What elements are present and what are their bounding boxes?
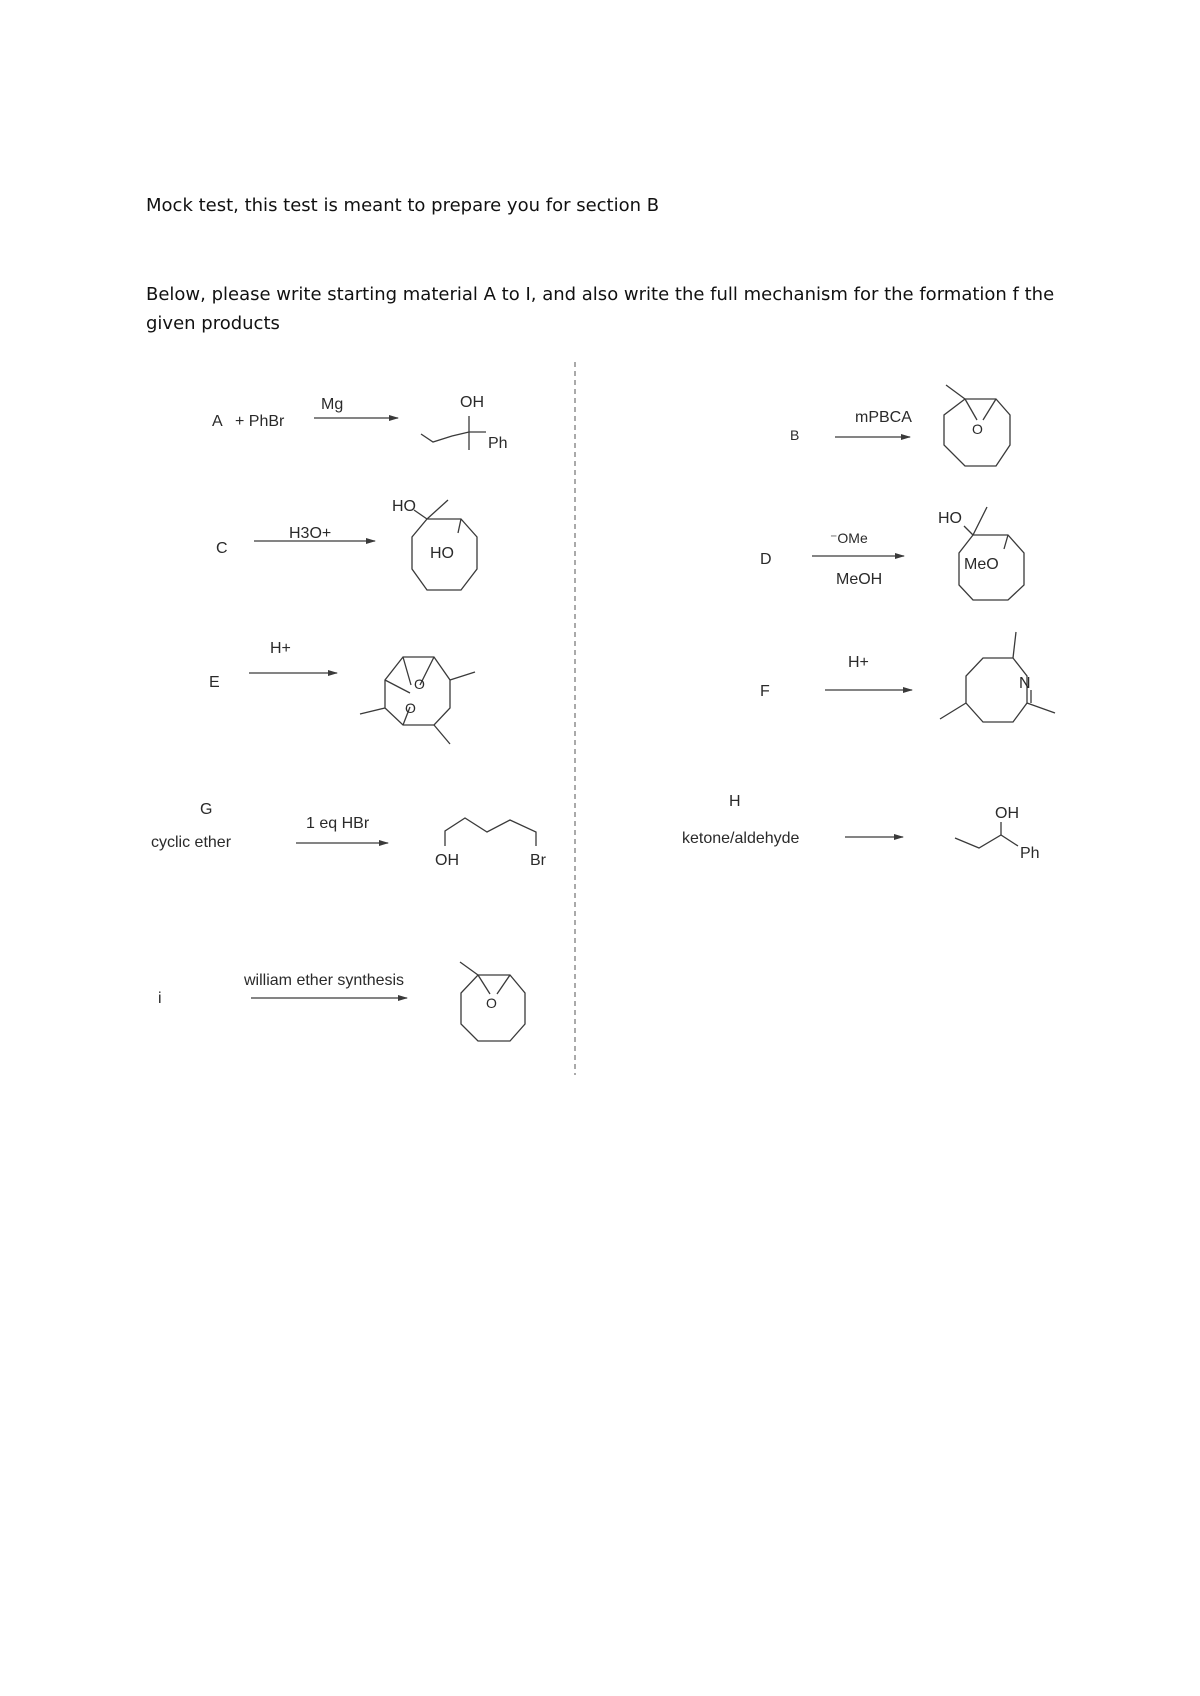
product-f-methyl — [1027, 703, 1055, 713]
product-a-oh: OH — [460, 394, 484, 411]
product-e-methyl — [360, 708, 385, 714]
reagent-ome: ⁻OMe — [830, 530, 868, 546]
label-h-sub: ketone/aldehyde — [682, 830, 800, 847]
product-e-o1: O — [414, 676, 425, 692]
product-d-ho: HO — [938, 510, 962, 527]
product-a-chain — [421, 432, 469, 442]
reaction-i — [158, 962, 525, 1041]
product-b-epoxide-bond — [983, 399, 996, 420]
product-h-oh: OH — [995, 805, 1019, 822]
product-i-epoxide-bond — [497, 975, 510, 994]
label-g-sub: cyclic ether — [151, 834, 232, 851]
reagent-h-plus-f: H+ — [848, 654, 869, 671]
product-f-methyl — [1013, 632, 1016, 658]
product-d-meo: MeO — [964, 556, 999, 573]
reagent-hbr: 1 eq HBr — [306, 815, 370, 832]
reaction-b — [790, 385, 1010, 466]
product-a-ph: Ph — [488, 435, 508, 452]
product-b-epoxide-bond — [965, 399, 977, 420]
product-i-methyl — [460, 962, 478, 975]
reaction-d — [760, 507, 1024, 600]
product-c-ho-ring: HO — [430, 545, 454, 562]
reagent-mg: Mg — [321, 396, 344, 413]
product-d-bond — [1004, 535, 1008, 549]
page-title: Mock test, this test is meant to prepare you for section B — [146, 195, 660, 216]
label-d: D — [760, 551, 772, 568]
product-c-ho-top: HO — [392, 498, 416, 515]
product-f-methyl — [940, 703, 966, 719]
product-b-methyl — [946, 385, 965, 399]
reagent-meoh: MeOH — [836, 571, 883, 588]
product-e-bridge — [403, 657, 411, 685]
reagent-phbr: + PhBr — [235, 413, 285, 430]
label-f: F — [760, 683, 770, 700]
product-e-bridge — [385, 680, 410, 693]
reagent-h-plus-e: H+ — [270, 640, 291, 657]
product-g-oh: OH — [435, 852, 459, 869]
reaction-h — [682, 793, 1040, 862]
product-i-o: O — [486, 995, 497, 1011]
reagent-mpbca: mPBCA — [855, 409, 912, 426]
reaction-g — [151, 801, 547, 869]
reaction-a — [212, 394, 508, 452]
label-i: i — [158, 990, 162, 1007]
reagent-williamson: william ether synthesis — [244, 972, 405, 989]
product-g-br: Br — [530, 852, 546, 869]
product-g-chain — [445, 818, 536, 846]
label-a: A — [212, 413, 223, 430]
product-d-bond — [964, 526, 973, 535]
product-c-methyl — [427, 500, 448, 519]
reaction-f — [760, 632, 1055, 722]
reaction-c — [216, 498, 477, 590]
product-e-methyl — [434, 725, 450, 744]
product-d-methyl — [973, 507, 987, 535]
product-i-epoxide-bond — [478, 975, 490, 994]
product-e-o2: O — [405, 700, 416, 716]
product-f-ring — [966, 658, 1027, 722]
product-h-chain — [955, 835, 1018, 848]
product-h-ph: Ph — [1020, 845, 1040, 862]
product-c-bond — [458, 519, 461, 533]
label-b: B — [790, 427, 800, 443]
reaction-e — [209, 640, 475, 744]
product-f-n: N — [1019, 675, 1031, 692]
label-c: C — [216, 540, 228, 557]
label-g: G — [200, 801, 213, 818]
label-e: E — [209, 674, 220, 691]
product-b-o: O — [972, 421, 983, 437]
reagent-h3o: H3O+ — [289, 525, 332, 542]
product-e-methyl — [450, 672, 475, 680]
instructions-text: Below, please write starting material A to I, and also write the full mechanism for the formation f the given products — [146, 284, 1055, 334]
label-h: H — [729, 793, 741, 810]
